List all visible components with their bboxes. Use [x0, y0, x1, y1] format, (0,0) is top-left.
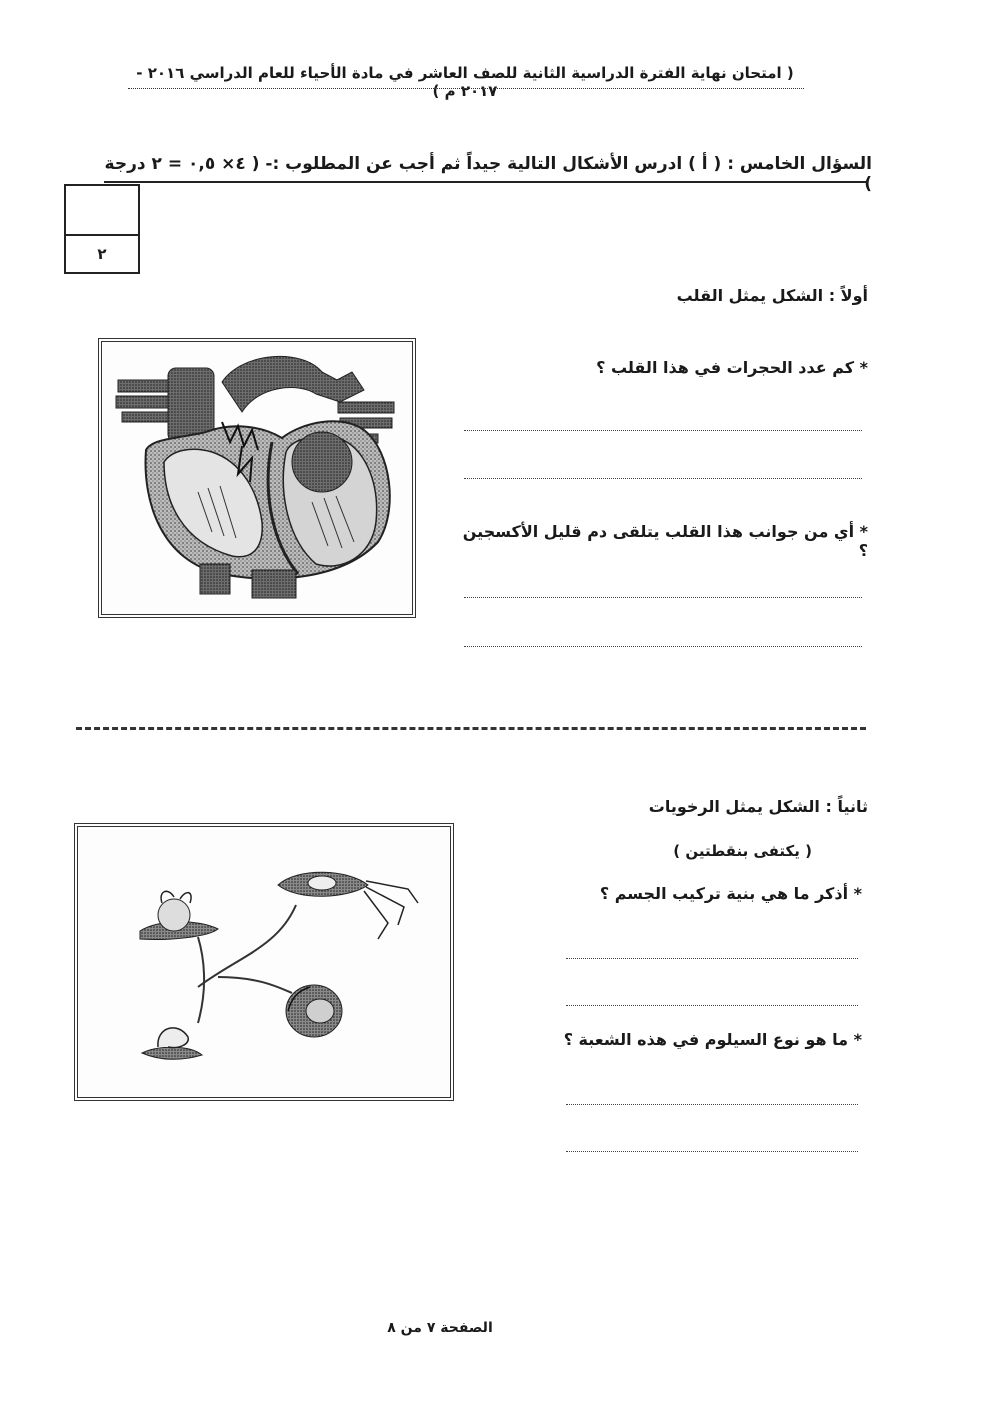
answer-line[interactable] — [566, 1104, 858, 1105]
answer-line[interactable] — [566, 1005, 858, 1006]
page-number: الصفحة ٧ من ٨ — [387, 1320, 493, 1336]
question-title: السؤال الخامس : ( أ ) ادرس الأشكال التالية جيداً ثم أجب عن المطلوب :- ( ٤× ٠,٥ = ٢ درجة ) — [104, 154, 872, 194]
score-box — [64, 184, 140, 274]
answer-line[interactable] — [566, 1151, 858, 1152]
part1-question-1: * كم عدد الحجرات في هذا القلب ؟ — [596, 358, 868, 377]
score-total-cell: ٢ — [97, 245, 107, 263]
exam-header: ( امتحان نهاية الفترة الدراسية الثانية للصف العاشر في مادة الأحياء للعام الدراسي ٢٠١٦ - ٢٠١٧ م ) — [136, 64, 794, 100]
heart-diagram-icon — [102, 342, 404, 606]
part2-note: ( يكتفى بنقطتين ) — [673, 842, 812, 860]
mollusks-diagram-icon — [78, 827, 442, 1089]
question-title-underline — [104, 181, 868, 183]
part2-question-2: * ما هو نوع السيلوم في هذه الشعبة ؟ — [563, 1030, 862, 1049]
answer-line[interactable] — [464, 597, 862, 598]
part2-question-1: * أذكر ما هي بنية تركيب الجسم ؟ — [599, 884, 862, 903]
heart-figure — [98, 338, 416, 618]
section-separator — [76, 727, 866, 730]
part1-question-2: * أي من جوانب هذا القلب يتلقى دم قليل الأكسجين ؟ — [462, 522, 868, 560]
score-earned-cell[interactable] — [66, 186, 138, 236]
answer-line[interactable] — [464, 646, 862, 647]
answer-line[interactable] — [464, 478, 862, 479]
answer-line[interactable] — [566, 958, 858, 959]
part2-label: ثانياً : الشكل يمثل الرخويات — [648, 797, 868, 816]
mollusks-figure — [74, 823, 454, 1101]
answer-line[interactable] — [464, 430, 862, 431]
part1-label: أولاً : الشكل يمثل القلب — [676, 286, 868, 305]
header-underline — [128, 88, 804, 89]
